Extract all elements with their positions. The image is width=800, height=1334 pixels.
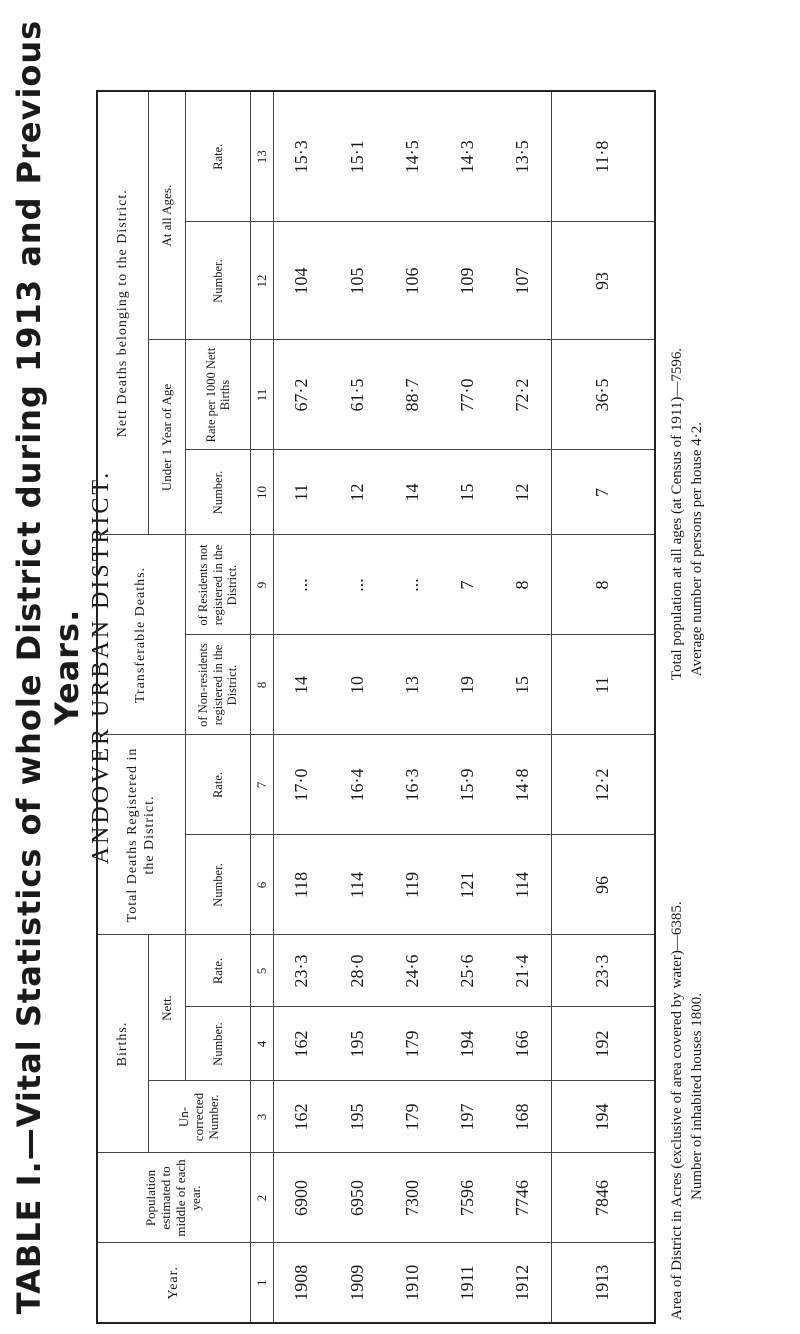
footnotes: [668, 90, 707, 1320]
cell-population: 6900: [274, 1153, 330, 1243]
cell-under1-rate: 67·2: [274, 340, 330, 450]
cell-deaths-number: 114: [495, 835, 551, 935]
cell-births-number: 179: [385, 1007, 440, 1081]
births-rate-header: Rate.: [186, 935, 251, 1007]
residents-header: of Residents not registered in the District.: [186, 535, 251, 635]
cell-births-uncorrected: 197: [440, 1081, 495, 1153]
table-row: [495, 91, 551, 1323]
col-number: 5: [251, 935, 274, 1007]
cell-allages-rate: 14·3: [440, 91, 495, 222]
cell-deaths-number: 119: [385, 835, 440, 935]
cell-population: 7746: [495, 1153, 551, 1243]
cell-deaths-rate: 16·4: [329, 735, 384, 835]
transferable-deaths-header: Transferable Deaths.: [97, 535, 186, 735]
cell-year: 1912: [495, 1243, 551, 1323]
district-name: ANDOVER URBAN DISTRICT.: [88, 469, 114, 865]
cell-births-rate: 23·3: [274, 935, 330, 1007]
cell-births-rate: 24·6: [385, 935, 440, 1007]
cell-under1-rate: 77·0: [440, 340, 495, 450]
cell-deaths-number: 114: [329, 835, 384, 935]
vital-statistics-table: [96, 90, 656, 1324]
cell-births-rate: 28·0: [329, 935, 384, 1007]
cell-under1-number: 7: [551, 450, 655, 535]
cell-births-uncorrected: 195: [329, 1081, 384, 1153]
cell-residents: ...: [329, 535, 384, 635]
deaths-number-header: Number.: [186, 835, 251, 935]
table-row: [385, 91, 440, 1323]
cell-births-uncorrected: 194: [551, 1081, 655, 1153]
cell-allages-rate: 14·5: [385, 91, 440, 222]
deaths-rate-header: Rate.: [186, 735, 251, 835]
cell-year: 1913: [551, 1243, 655, 1323]
nett-deaths-header: Nett Deaths belonging to the District.: [97, 91, 149, 535]
cell-under1-number: 14: [385, 450, 440, 535]
cell-year: 1908: [274, 1243, 330, 1323]
under-1-header: Under 1 Year of Age: [149, 340, 186, 535]
cell-allages-rate: 15·3: [274, 91, 330, 222]
col-number: 8: [251, 635, 274, 735]
col-number: 4: [251, 1007, 274, 1081]
cell-deaths-number: 96: [551, 835, 655, 935]
cell-nonresidents: 15: [495, 635, 551, 735]
table-row: [440, 91, 495, 1323]
allages-number-header: Number.: [186, 222, 251, 340]
cell-residents: 8: [551, 535, 655, 635]
cell-deaths-rate: 16·3: [385, 735, 440, 835]
cell-under1-rate: 61·5: [329, 340, 384, 450]
cell-under1-number: 11: [274, 450, 330, 535]
col-number: 9: [251, 535, 274, 635]
births-number-header: Number.: [186, 1007, 251, 1081]
cell-population: 7846: [551, 1153, 655, 1243]
cell-allages-number: 109: [440, 222, 495, 340]
cell-population: 6950: [329, 1153, 384, 1243]
year-header: Year.: [97, 1243, 251, 1323]
cell-allages-number: 93: [551, 222, 655, 340]
cell-births-uncorrected: 179: [385, 1081, 440, 1153]
births-uncorrected-header: Un-corrected Number.: [149, 1081, 251, 1153]
cell-under1-number: 12: [329, 450, 384, 535]
cell-allages-rate: 13·5: [495, 91, 551, 222]
population-header: Population estimated to middle of each year.: [97, 1153, 251, 1243]
houses-note: Number of inhabited houses 1800.: [688, 992, 705, 1200]
cell-residents: 7: [440, 535, 495, 635]
births-nett-header: Nett.: [149, 935, 186, 1081]
allages-rate-header: Rate.: [186, 91, 251, 222]
cell-residents: 8: [495, 535, 551, 635]
cell-births-rate: 25·6: [440, 935, 495, 1007]
page-header: [0, 0, 114, 1334]
cell-deaths-number: 121: [440, 835, 495, 935]
cell-births-number: 162: [274, 1007, 330, 1081]
cell-residents: ...: [274, 535, 330, 635]
col-number: 11: [251, 340, 274, 450]
cell-year: 1911: [440, 1243, 495, 1323]
table-row: [274, 91, 330, 1323]
cell-births-number: 166: [495, 1007, 551, 1081]
cell-nonresidents: 14: [274, 635, 330, 735]
area-note: Area of District in Acres (exclusive of area covered by water)—6385.: [669, 901, 685, 1320]
cell-residents: ...: [385, 535, 440, 635]
cell-nonresidents: 13: [385, 635, 440, 735]
cell-allages-number: 105: [329, 222, 384, 340]
cell-year: 1910: [385, 1243, 440, 1323]
col-number: 13: [251, 91, 274, 222]
cell-births-rate: 21·4: [495, 935, 551, 1007]
cell-deaths-rate: 12·2: [551, 735, 655, 835]
under1-number-header: Number.: [186, 450, 251, 535]
table-title: TABLE I.—Vital Statistics of whole District during 1913 and Previous Years.: [10, 19, 86, 1315]
cell-population: 7300: [385, 1153, 440, 1243]
total-deaths-header: Total Deaths Registered in the District.: [97, 735, 186, 935]
cell-under1-rate: 88·7: [385, 340, 440, 450]
cell-allages-number: 106: [385, 222, 440, 340]
cell-births-number: 195: [329, 1007, 384, 1081]
cell-under1-number: 12: [495, 450, 551, 535]
cell-births-uncorrected: 168: [495, 1081, 551, 1153]
cell-under1-rate: 36·5: [551, 340, 655, 450]
col-number: 7: [251, 735, 274, 835]
cell-population: 7596: [440, 1153, 495, 1243]
births-header: Births.: [97, 935, 149, 1153]
col-number: 1: [251, 1243, 274, 1323]
col-number: 12: [251, 222, 274, 340]
cell-allages-number: 104: [274, 222, 330, 340]
cell-births-rate: 23·3: [551, 935, 655, 1007]
persons-note: Average number of persons per house 4·2.: [688, 422, 705, 677]
col-number: 6: [251, 835, 274, 935]
cell-deaths-rate: 14·8: [495, 735, 551, 835]
cell-under1-number: 15: [440, 450, 495, 535]
cell-nonresidents: 19: [440, 635, 495, 735]
cell-births-number: 192: [551, 1007, 655, 1081]
cell-births-number: 194: [440, 1007, 495, 1081]
cell-allages-number: 107: [495, 222, 551, 340]
col-number: 3: [251, 1081, 274, 1153]
col-number: 2: [251, 1153, 274, 1243]
population-note: Total population at all ages (at Census of 1911)—7596.: [669, 347, 685, 680]
cell-deaths-rate: 15·9: [440, 735, 495, 835]
table-row: [329, 91, 384, 1323]
cell-allages-rate: 15·1: [329, 91, 384, 222]
cell-allages-rate: 11·8: [551, 91, 655, 222]
cell-nonresidents: 11: [551, 635, 655, 735]
cell-under1-rate: 72·2: [495, 340, 551, 450]
cell-births-uncorrected: 162: [274, 1081, 330, 1153]
nonresidents-header: of Non-residents registered in the District.: [186, 635, 251, 735]
all-ages-header: At all Ages.: [149, 91, 186, 340]
cell-year: 1909: [329, 1243, 384, 1323]
under1-rate-header: Rate per 1000 Nett Births: [186, 340, 251, 450]
cell-nonresidents: 10: [329, 635, 384, 735]
cell-deaths-rate: 17·0: [274, 735, 330, 835]
table-row: [551, 91, 655, 1323]
col-number: 10: [251, 450, 274, 535]
cell-deaths-number: 118: [274, 835, 330, 935]
